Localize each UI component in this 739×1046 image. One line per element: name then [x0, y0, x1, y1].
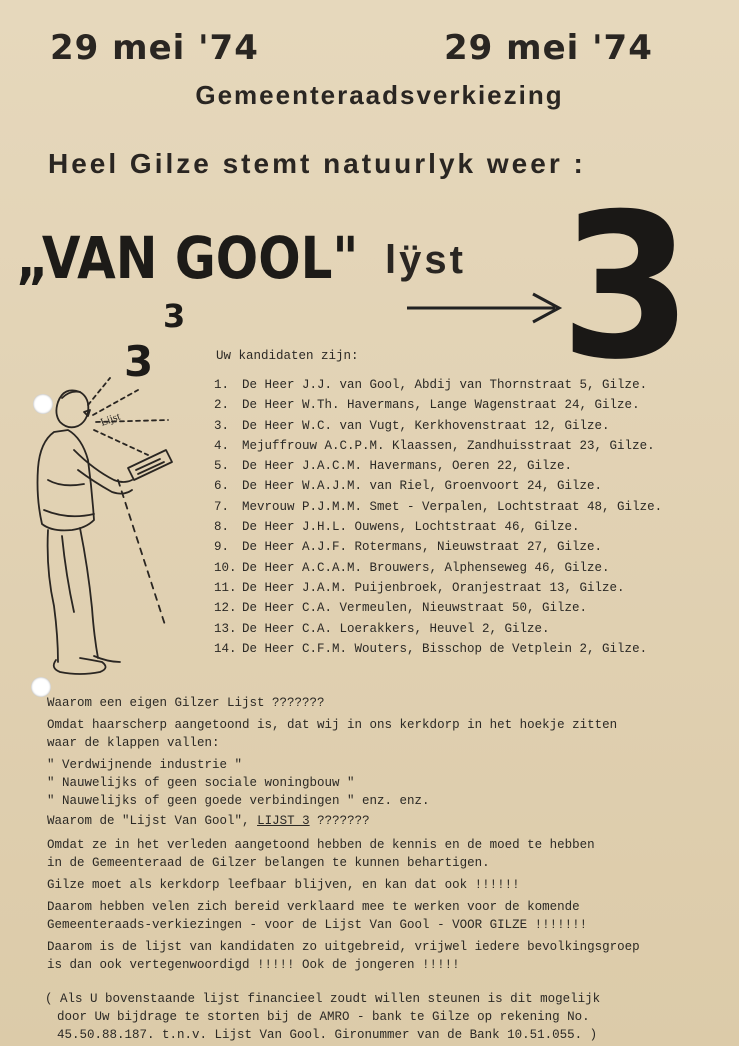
date-left: 29 mei '74 — [50, 28, 259, 68]
candidate-number: 14. — [214, 641, 237, 656]
bullet-3: " Nauwelijks of geen goede verbindingen " enz. enz. — [47, 794, 430, 808]
candidate-name: Mejuffrouw A.C.P.M. Klaassen, Zandhuisstraat 23, Gilze. — [242, 438, 655, 453]
paragraph-reason-1 — [47, 716, 617, 752]
candidate-number: 5. — [214, 459, 230, 474]
candidate-name: De Heer J.J. van Gool, Abdij van Thornstraat 5, Gilze. — [242, 378, 648, 392]
candidate-number: 6. — [214, 479, 230, 494]
p4-line-1: Daarom hebben velen zich bereid verklaard mee te werken voor de komende — [47, 900, 580, 914]
p1-line-1: Omdat haarscherp aangetoond is, dat wij in ons kerkdorp in het hoekje zitten — [47, 718, 618, 732]
lijst-word: lÿst — [385, 238, 466, 282]
q2-suffix: ??????? — [317, 814, 370, 828]
list-item — [214, 375, 662, 395]
p2-line-1: Omdat ze in het verleden aangetoond hebben de kennis en de moed te hebben — [47, 838, 595, 852]
candidate-name: De Heer W.C. van Vugt, Kerkhovenstraat 12, Gilze. — [242, 418, 610, 433]
list-item — [214, 497, 662, 517]
list-item — [214, 537, 662, 557]
footer-line-3: 45.50.88.187. t.n.v. Lijst Van Gool. Gironummer van de Bank 10.51.055. ) — [57, 1028, 598, 1042]
candidate-name: De Heer J.A.M. Puijenbroek, Oranjestraat 13, Gilze. — [242, 580, 625, 595]
bullet-1: " Verdwijnende industrie " — [47, 758, 243, 772]
arrow-right-icon — [405, 292, 565, 332]
candidate-number: 9. — [214, 540, 230, 555]
list-item — [214, 436, 662, 456]
list-item — [214, 639, 662, 659]
candidate-number: 2. — [214, 398, 230, 413]
candidate-number: 11. — [214, 580, 237, 595]
list-item — [214, 395, 662, 415]
footer-line-2: door Uw bijdrage te storten bij de AMRO - bank te Gilze op rekening No. — [57, 1010, 590, 1024]
question-own-list — [47, 694, 325, 712]
candidate-number: 12. — [214, 601, 237, 616]
list-item — [214, 517, 662, 537]
candidates-intro: Uw kandidaten zijn: — [216, 349, 359, 363]
question-2 — [47, 812, 370, 830]
p2-line-2: in de Gemeenteraad de Gilzer belangen te kunnen behartigen. — [47, 856, 490, 870]
p3-line: Gilze moet als kerkdorp leefbaar blijven, en kan dat ook !!!!!! — [47, 878, 520, 892]
candidate-name: De Heer A.C.A.M. Brouwers, Alphenseweg 46, Gilze. — [242, 560, 610, 575]
candidate-name: De Heer C.F.M. Wouters, Bisschop de Vetplein 2, Gilze. — [242, 641, 648, 656]
candidate-name: De Heer C.A. Vermeulen, Nieuwstraat 50, Gilze. — [242, 601, 588, 616]
list-item — [214, 619, 662, 639]
paragraph-reason-2 — [47, 836, 595, 872]
q2-lijst: LIJST 3 — [257, 814, 310, 828]
q2-prefix: Waarom de "Lijst Van Gool", — [47, 814, 250, 828]
big-list-number: 3 — [560, 171, 693, 404]
list-item — [214, 558, 662, 578]
candidate-name: De Heer J.A.C.M. Havermans, Oeren 22, Gilze. — [242, 459, 573, 474]
candidate-list — [214, 375, 662, 659]
p5-line-1: Daarom is de lijst van kandidaten zo uitgebreid, vrijwel iedere bevolkingsgroep — [47, 940, 640, 954]
slogan-heading: Heel Gilze stemt natuurlyk weer : — [48, 148, 586, 179]
candidate-number: 1. — [214, 378, 230, 392]
list-item — [214, 578, 662, 598]
list-item — [214, 456, 662, 476]
election-heading: Gemeenteraadsverkiezing — [195, 80, 564, 110]
list-item — [214, 476, 662, 496]
candidate-number: 7. — [214, 499, 230, 514]
paragraph-volunteers — [47, 898, 587, 934]
shouting-man-illustration — [18, 360, 198, 690]
candidate-name: De Heer C.A. Loerakkers, Heuvel 2, Gilze. — [242, 621, 550, 636]
p4-line-2: Gemeenteraads-verkiezingen - voor de Lijst Van Gool - VOOR GILZE !!!!!!! — [47, 918, 588, 932]
p1-line-2: waar de klappen vallen: — [47, 736, 220, 750]
candidate-name: De Heer J.H.L. Ouwens, Lochtstraat 46, Gilze. — [242, 520, 580, 535]
van-gool-title: „VAN GOOL" — [16, 224, 359, 292]
candidate-number: 4. — [214, 438, 230, 453]
paragraph-livable — [47, 876, 520, 894]
question-1: Waarom een eigen Gilzer Lijst ??????? — [47, 696, 325, 710]
grievance-bullets — [47, 756, 430, 810]
lijst-sign-text: Lijst — [98, 410, 122, 429]
list-item — [214, 416, 662, 436]
list-item — [214, 598, 662, 618]
question-lijst-van-gool — [47, 812, 370, 830]
small-number-3-b: 3 — [163, 297, 186, 335]
candidate-number: 10. — [214, 560, 237, 575]
candidate-number: 8. — [214, 520, 230, 535]
small-number-3-a: 3 — [124, 337, 154, 386]
candidate-number: 3. — [214, 418, 230, 433]
date-right: 29 mei '74 — [444, 28, 653, 68]
footer-line-1: ( Als U bovenstaande lijst financieel zoudt willen steunen is dit mogelijk — [45, 992, 601, 1006]
p5-line-2: is dan ook vertegenwoordigd !!!!! Ook de jongeren !!!!! — [47, 958, 460, 972]
footer-donation — [45, 990, 600, 1044]
candidate-name: De Heer W.A.J.M. van Riel, Groenvoort 24, Gilze. — [242, 479, 603, 494]
paragraph-candidates — [47, 938, 640, 974]
candidate-name: De Heer W.Th. Havermans, Lange Wagenstraat 24, Gilze. — [242, 398, 640, 413]
bullet-2: " Nauwelijks of geen sociale woningbouw " — [47, 776, 355, 790]
candidate-name: De Heer A.J.F. Rotermans, Nieuwstraat 27, Gilze. — [242, 540, 603, 555]
candidate-number: 13. — [214, 621, 237, 636]
candidate-name: Mevrouw P.J.M.M. Smet - Verpalen, Lochtstraat 48, Gilze. — [242, 499, 663, 514]
